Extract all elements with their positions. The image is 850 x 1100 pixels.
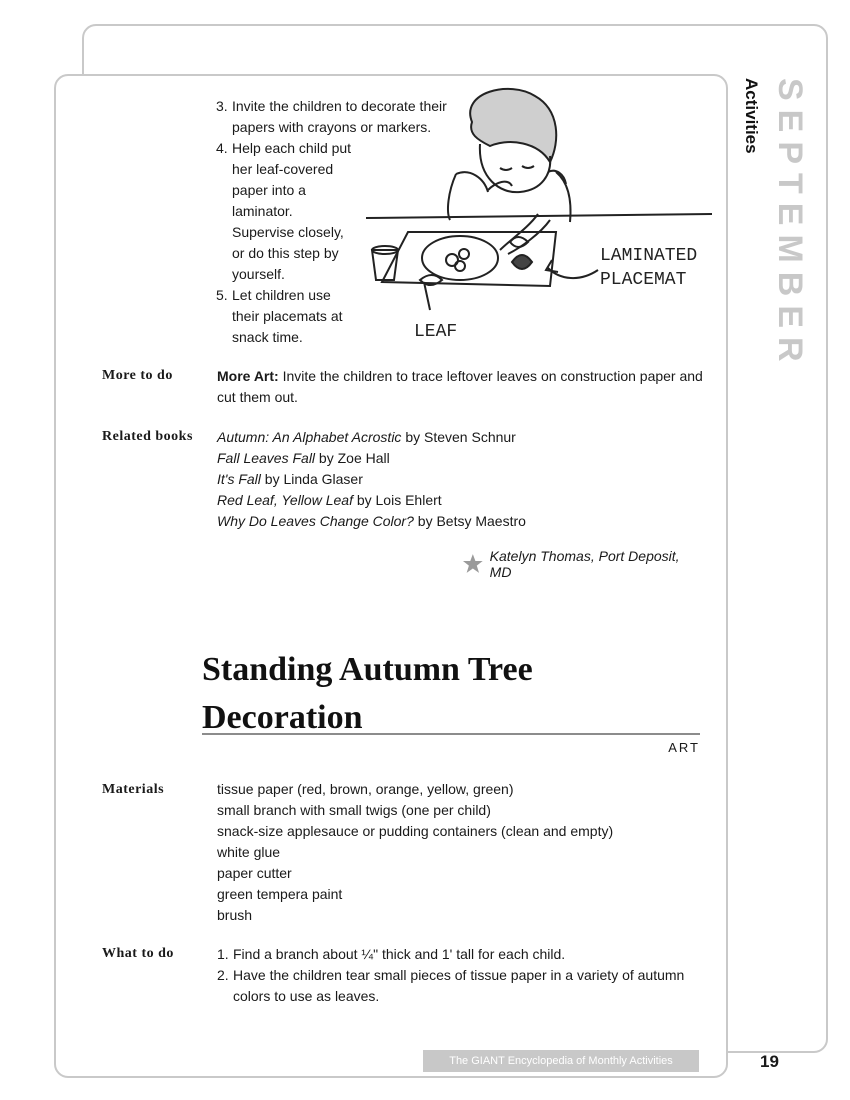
book-title: Red Leaf, Yellow Leaf: [217, 492, 353, 508]
more-art-lead: More Art:: [217, 368, 279, 384]
book-title: Fall Leaves Fall: [217, 450, 316, 466]
list-item: [217, 944, 707, 965]
list-item: paper cutter: [217, 865, 292, 881]
list-item: [217, 490, 707, 511]
related-books-list: [217, 427, 707, 532]
step-number: 5.: [216, 287, 228, 303]
list-item: green tempera paint: [217, 886, 343, 902]
title-line-2: Decoration: [202, 699, 363, 736]
more-to-do-text: [217, 366, 707, 408]
book-author: by Linda Glaser: [260, 471, 363, 487]
list-item: [217, 427, 707, 448]
book-title: Autumn: An Alphabet Acrostic: [217, 429, 402, 445]
what-to-do-label: What to do: [102, 946, 174, 961]
leaf-shape: [512, 255, 532, 269]
list-item: small branch with small twigs (one per child): [217, 802, 491, 818]
list-item: tissue paper (red, brown, orange, yellow, green): [217, 781, 514, 797]
book-title: It's Fall: [217, 471, 261, 487]
credit-text: Katelyn Thomas, Port Deposit, MD: [489, 548, 680, 580]
title-line-1: Standing Autumn Tree: [202, 651, 533, 688]
materials-label: Materials: [102, 782, 165, 797]
step-text: Find a branch about ¼" thick and 1' tall for each child.: [233, 946, 566, 962]
step-text: Help each child put her leaf-covered paper into a laminator. Supervise closely, or do this step by yourself.: [232, 140, 352, 282]
book-title-footer: The GIANT Encyclopedia of Monthly Activities: [423, 1050, 699, 1072]
page-number: 19: [760, 1052, 779, 1071]
child-placemat-illustration: [360, 82, 716, 346]
step-number: 2.: [217, 967, 229, 983]
book-author: by Zoe Hall: [315, 450, 390, 466]
list-item: snack-size applesauce or pudding containers (clean and empty): [217, 823, 614, 839]
step-text: Let children use their placemats at snack time.: [232, 287, 343, 345]
list-item: brush: [217, 907, 253, 923]
more-to-do-label: More to do: [102, 368, 173, 383]
month-heading: SEPTEMBER: [771, 78, 809, 371]
activity-title: [202, 646, 702, 742]
section-heading: Activities: [742, 78, 761, 154]
book-author: by Lois Ehlert: [352, 492, 442, 508]
table-edge: [366, 214, 712, 218]
child-hair: [470, 89, 556, 162]
contributor-credit: [462, 548, 702, 580]
list-item: [217, 511, 707, 532]
leaf-label: LEAF: [414, 322, 458, 342]
placemat-label: PLACEMAT: [600, 270, 687, 290]
related-books-label: Related books: [102, 429, 193, 444]
book-author: by Betsy Maestro: [413, 513, 526, 529]
list-item: [217, 469, 707, 490]
step-text: Invite the children to decorate their papers with crayons or markers.: [232, 98, 447, 135]
step-number: 4.: [216, 140, 228, 156]
arrow: [548, 268, 598, 278]
book-author: by Steven Schnur: [401, 429, 516, 445]
what-to-do-list: [217, 944, 707, 1007]
category-tag: ART: [668, 740, 700, 755]
step-text: Have the children tear small pieces of tissue paper in a variety of autumn colors to use as leaves.: [233, 967, 685, 1004]
book-title: Why Do Leaves Change Color?: [217, 513, 414, 529]
more-art-body: Invite the children to trace leftover leaves on construction paper and cut them out.: [217, 368, 703, 405]
materials-list: [217, 779, 707, 926]
step-number: 1.: [217, 946, 229, 962]
star-icon: [462, 553, 484, 575]
list-item: [217, 965, 707, 1007]
step-number: 3.: [216, 98, 228, 114]
title-divider: [202, 733, 700, 735]
list-item: white glue: [217, 844, 281, 860]
list-item: [217, 448, 707, 469]
laminated-label: LAMINATED: [600, 246, 698, 266]
